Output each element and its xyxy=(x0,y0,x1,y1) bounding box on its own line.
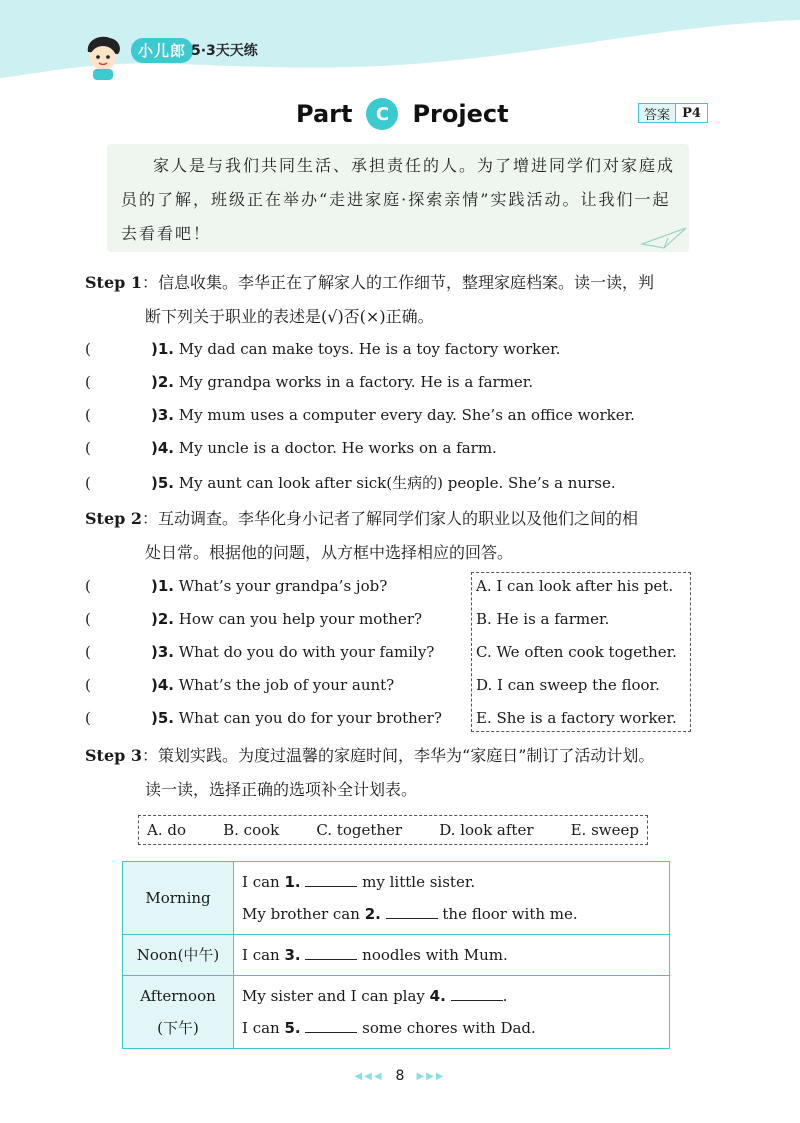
item-number: )5. xyxy=(151,709,174,727)
answer-blank[interactable]: ( xyxy=(85,643,91,661)
series-title: 5·3天天练 xyxy=(191,43,258,59)
page-number: 8 xyxy=(395,1068,405,1084)
morning-content xyxy=(234,862,670,935)
title-name: Project xyxy=(412,100,509,128)
item-number: )2. xyxy=(151,610,174,628)
answer-blank[interactable]: ( xyxy=(85,340,91,358)
morning-line-2: My brother can 2. the floor with me. xyxy=(242,898,661,930)
answer-blank[interactable]: ( xyxy=(85,373,91,391)
morning-line-1: I can 1. my little sister. xyxy=(242,866,661,898)
brand-logo: 小儿郎 xyxy=(131,38,193,63)
item-text: My aunt can look after sick(生病的) people. She’s a nurse. xyxy=(174,474,616,492)
step1-item[interactable] xyxy=(85,340,560,362)
step2-question[interactable] xyxy=(85,643,434,665)
question-text: What’s your grandpa’s job? xyxy=(174,577,388,595)
afternoon-line-1: My sister and I can play 4. . xyxy=(242,980,661,1012)
fill-blank[interactable] xyxy=(451,984,503,1001)
step2-question[interactable] xyxy=(85,610,422,632)
item-number: )4. xyxy=(151,439,174,457)
answer-blank[interactable]: ( xyxy=(85,439,91,457)
blank-number: 4. xyxy=(429,987,446,1005)
option-e: E. She is a factory worker. xyxy=(476,709,677,727)
answer-key-page: P4 xyxy=(682,105,701,121)
afternoon-line-2: I can 5. some chores with Dad. xyxy=(242,1012,661,1044)
fill-blank[interactable] xyxy=(305,943,357,960)
step1-label: Step 1 xyxy=(85,273,143,292)
noon-label: Noon(中午) xyxy=(123,935,234,976)
step2-question[interactable] xyxy=(85,709,442,731)
step1-line2: 断下列关于职业的表述是(√)否(×)正确。 xyxy=(145,307,434,326)
blank-number: 2. xyxy=(364,905,381,923)
fill-blank[interactable] xyxy=(305,1016,357,1033)
noon-line-1: I can 3. noodles with Mum. xyxy=(242,939,661,971)
table-row-noon xyxy=(123,935,670,976)
item-number: )1. xyxy=(151,340,174,358)
item-number: )4. xyxy=(151,676,174,694)
question-text: What can you do for your brother? xyxy=(174,709,442,727)
step3-label: Step 3 xyxy=(85,746,143,765)
option-a: A. I can look after his pet. xyxy=(476,577,674,595)
question-text: How can you help your mother? xyxy=(174,610,423,628)
word-option-a: A. do xyxy=(147,821,187,839)
answer-blank[interactable]: ( xyxy=(85,676,91,694)
afternoon-content xyxy=(234,976,670,1049)
word-option-d: D. look after xyxy=(439,821,534,839)
answer-blank[interactable]: ( xyxy=(85,474,91,492)
step1-instruction xyxy=(85,266,715,334)
option-c: C. We often cook together. xyxy=(476,643,677,661)
option-b: B. He is a farmer. xyxy=(476,610,610,628)
fill-blank[interactable] xyxy=(305,870,357,887)
boy-mascot-icon xyxy=(80,34,126,80)
step1-item[interactable] xyxy=(85,439,497,461)
item-text: My mum uses a computer every day. She’s an office worker. xyxy=(174,406,635,424)
morning-label: Morning xyxy=(123,862,234,935)
page-footer xyxy=(340,1068,460,1084)
option-d: D. I can sweep the floor. xyxy=(476,676,660,694)
table-row-afternoon xyxy=(123,976,670,1049)
word-bank xyxy=(138,815,648,845)
answer-blank[interactable]: ( xyxy=(85,577,91,595)
word-option-c: C. together xyxy=(316,821,403,839)
question-text: What do you do with your family? xyxy=(174,643,435,661)
afternoon-label-zh: (下午) xyxy=(157,1019,199,1037)
answer-blank[interactable]: ( xyxy=(85,610,91,628)
step1-item[interactable] xyxy=(85,472,616,494)
answer-key-tag xyxy=(638,103,708,123)
blank-number: 5. xyxy=(284,1019,301,1037)
step2-label: Step 2 xyxy=(85,509,143,528)
noon-content xyxy=(234,935,670,976)
activity-plan-table xyxy=(122,861,670,1049)
blank-number: 1. xyxy=(284,873,301,891)
item-number: )3. xyxy=(151,406,174,424)
item-number: )2. xyxy=(151,373,174,391)
step3-line2: 读一读，选择正确的选项补全计划表。 xyxy=(145,780,418,799)
table-row-morning xyxy=(123,862,670,935)
item-number: )3. xyxy=(151,643,174,661)
afternoon-label xyxy=(123,976,234,1049)
word-option-b: B. cook xyxy=(223,821,280,839)
item-text: My dad can make toys. He is a toy factory worker. xyxy=(174,340,561,358)
item-number: )5. xyxy=(151,474,174,492)
word-option-e: E. sweep xyxy=(570,821,639,839)
afternoon-label-en: Afternoon xyxy=(140,987,216,1005)
step2-line1: ：互动调查。李华化身小记者了解同学们家人的职业以及他们之间的相 xyxy=(142,509,639,528)
step3-line1: ：策划实践。为度过温馨的家庭时间，李华为“家庭日”制订了活动计划。 xyxy=(142,746,655,765)
item-number: )1. xyxy=(151,577,174,595)
answer-blank[interactable]: ( xyxy=(85,709,91,727)
fill-blank[interactable] xyxy=(386,902,438,919)
answer-key-label: 答案 xyxy=(639,104,676,122)
item-text: My uncle is a doctor. He works on a farm. xyxy=(174,439,497,457)
step1-item[interactable] xyxy=(85,373,533,395)
step2-instruction xyxy=(85,502,715,570)
step2-question[interactable] xyxy=(85,577,387,599)
step1-line1: ：信息收集。李华正在了解家人的工作细节，整理家庭档案。读一读，判 xyxy=(142,273,655,292)
title-part: Part xyxy=(296,100,353,128)
left-arrows-icon: ◀◀◀ xyxy=(354,1070,384,1082)
page-title xyxy=(296,96,509,132)
step2-line2: 处日常。根据他的问题，从方框中选择相应的回答。 xyxy=(145,543,514,562)
part-badge: C xyxy=(366,98,398,130)
step2-question[interactable] xyxy=(85,676,394,698)
step3-instruction xyxy=(85,739,715,807)
question-text: What’s the job of your aunt? xyxy=(174,676,395,694)
item-text: My grandpa works in a factory. He is a farmer. xyxy=(174,373,534,391)
intro-text: 家人是与我们共同生活、承担责任的人。为了增进同学们对家庭成员的了解，班级正在举办“走进家庭·探索亲情”实践活动。让我们一起去看看吧！ xyxy=(121,156,676,243)
right-arrows-icon: ▶▶▶ xyxy=(416,1070,446,1082)
answer-blank[interactable]: ( xyxy=(85,406,91,424)
step1-item[interactable] xyxy=(85,406,635,428)
blank-number: 3. xyxy=(284,946,301,964)
